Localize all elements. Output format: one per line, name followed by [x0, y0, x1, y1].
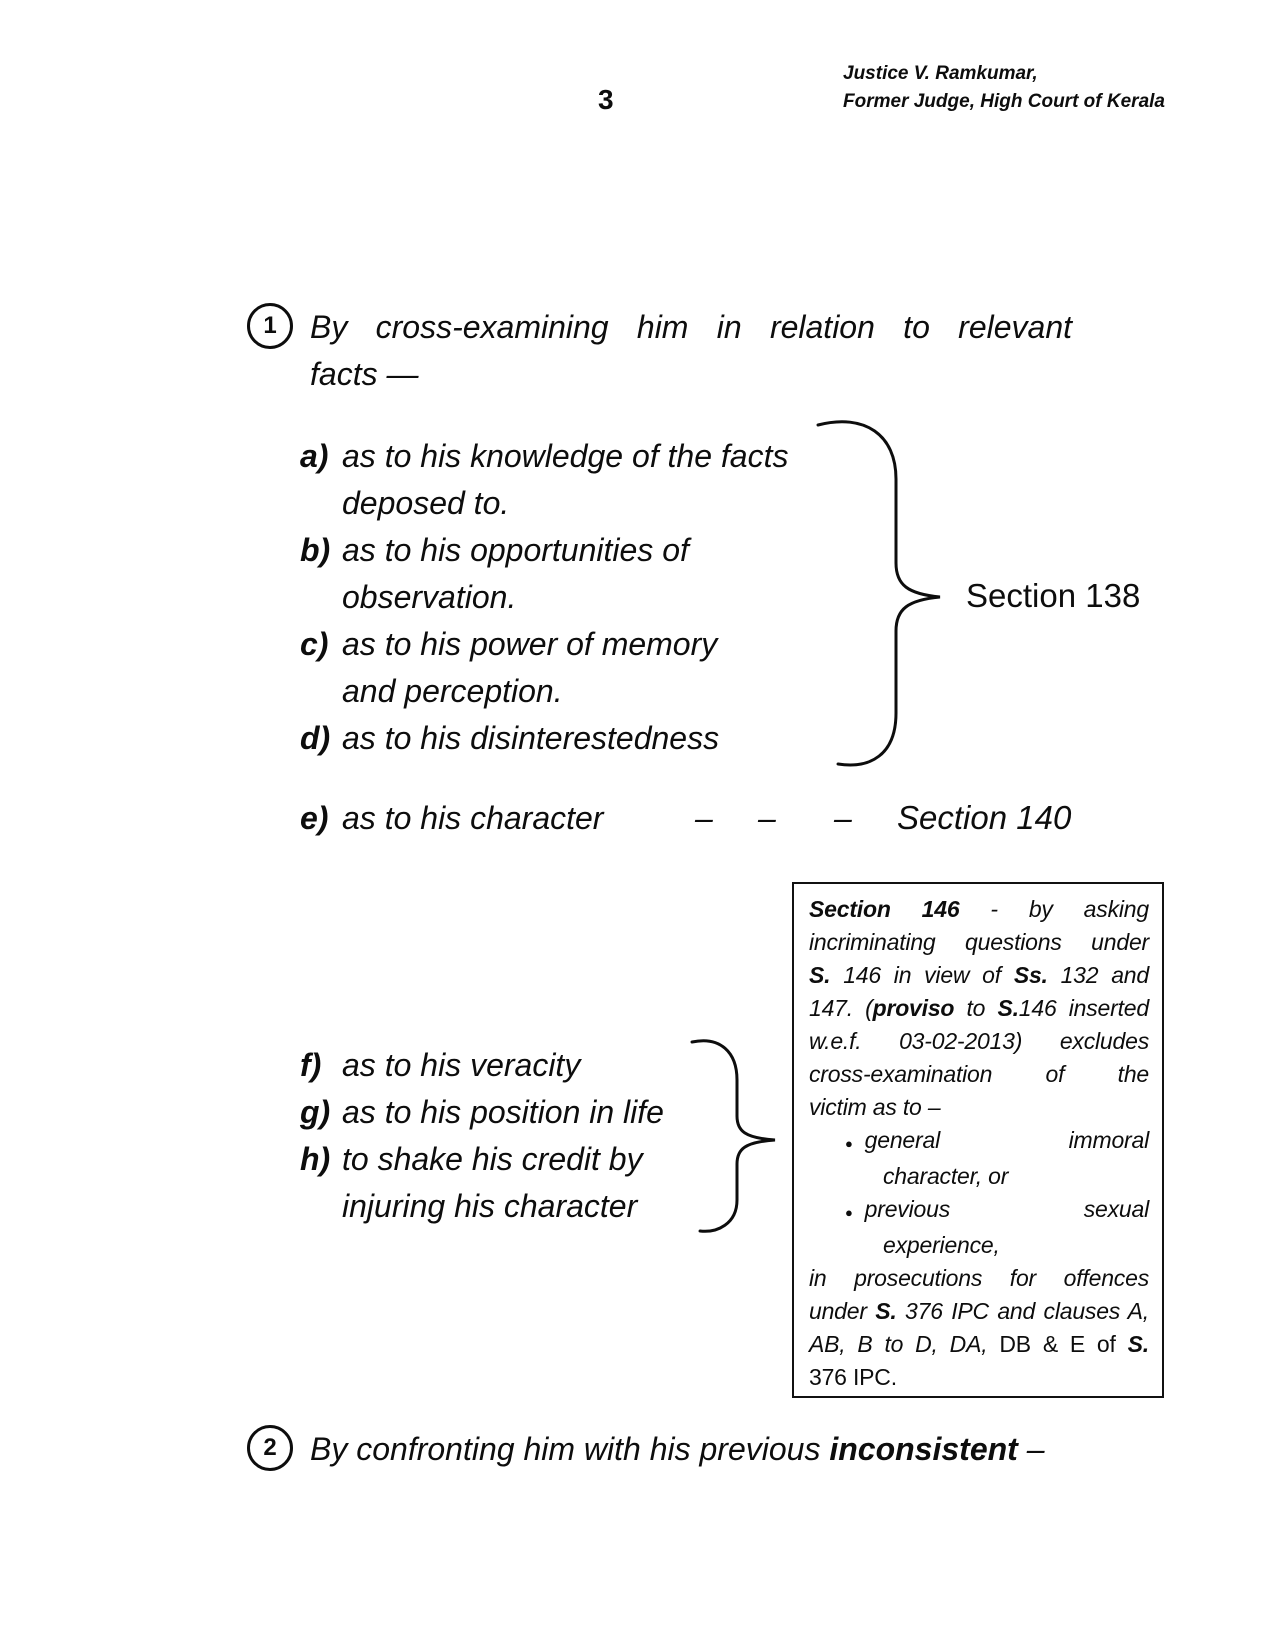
box-text: by asking: [1028, 896, 1149, 922]
item-g-text: as to his position in life: [342, 1094, 664, 1130]
box-text: experience,: [883, 1232, 1000, 1258]
header-author-block: [843, 60, 1165, 116]
box-text: Ss.: [1013, 962, 1048, 988]
box-bullet-2: [809, 1193, 1149, 1229]
box-line-3: [809, 959, 1149, 992]
item-b-label: b): [300, 532, 331, 568]
box-bullet-group: [845, 1193, 950, 1229]
box-text: of: [1045, 1061, 1065, 1087]
item-d-label: d): [300, 720, 331, 756]
box-text: cross-examination: [809, 1061, 993, 1087]
box-line-7: [809, 1091, 1149, 1124]
box-line-14: [809, 1328, 1149, 1361]
header-author-name: Justice V. Ramkumar,: [843, 63, 1038, 84]
section-140-label: Section 140: [897, 799, 1072, 836]
item-h-text-line2: injuring his character: [342, 1188, 638, 1224]
item2-text: [310, 1426, 1090, 1473]
box-text: 132 and: [1060, 962, 1149, 988]
item-d-text: as to his disinterestedness: [342, 720, 720, 756]
box-text: character, or: [883, 1163, 1009, 1189]
box-text: the: [1117, 1061, 1149, 1087]
item2-text-post: –: [1017, 1431, 1045, 1467]
box-line-9: [809, 1160, 1149, 1193]
box-text: 376 IPC.: [809, 1364, 897, 1390]
item-a-text: as to his knowledge of the facts: [342, 438, 789, 474]
box-text: S.: [1127, 1331, 1149, 1357]
item-b-text-line2: observation.: [342, 579, 517, 615]
item-c-text: as to his power of memory: [342, 626, 718, 662]
box-text: S.: [875, 1298, 897, 1324]
item-e-dash-1: –: [695, 800, 713, 836]
box-text: victim as to –: [809, 1094, 941, 1120]
box-text: 146 in view of: [843, 962, 1001, 988]
box-bullet-1: [809, 1124, 1149, 1160]
box-text: DB & E of: [999, 1331, 1116, 1357]
box-line-2: [809, 926, 1149, 959]
box-line-6: [809, 1058, 1149, 1091]
box-text: incriminating questions under: [809, 929, 1149, 955]
item-c-label: c): [300, 626, 329, 662]
item-a-label: a): [300, 438, 329, 474]
section-138-label: Section 138: [966, 577, 1141, 614]
box-text: excludes: [1059, 1028, 1149, 1054]
box-text: previous: [864, 1196, 950, 1222]
item1-line2: facts —: [310, 356, 419, 392]
box-text: under: [809, 1298, 867, 1324]
item-b-text: as to his opportunities of: [342, 532, 689, 568]
item-h-text: to shake his credit by: [342, 1141, 643, 1177]
page-number: 3: [598, 84, 614, 115]
item-f-text: as to his veracity: [342, 1047, 581, 1083]
item-a-text-line2: deposed to.: [342, 485, 510, 521]
item-f-label: f): [300, 1047, 322, 1083]
item-h-label: h): [300, 1141, 331, 1177]
box-text: S.: [809, 962, 831, 988]
item-e-dash-3: –: [834, 800, 852, 836]
curly-brace-section-146: [685, 1030, 785, 1242]
box-text: sexual: [1083, 1196, 1149, 1222]
item-e-label: e): [300, 800, 329, 836]
box-line-15: [809, 1361, 1149, 1394]
item-e-dash-2: –: [758, 800, 776, 836]
box-line-5: [809, 1025, 1149, 1058]
item2-text-bold: inconsistent: [829, 1431, 1018, 1467]
box-line-4: [809, 992, 1149, 1025]
box-text: to: [966, 995, 986, 1021]
box-text: proviso: [872, 995, 955, 1021]
item1-number-circle: [247, 303, 293, 349]
box-text: immoral: [1068, 1127, 1149, 1153]
box-line-11: [809, 1229, 1149, 1262]
box-line-1: [809, 893, 1149, 926]
item2-number-circle: [247, 1425, 293, 1471]
item-c-text-line2: and perception.: [342, 673, 563, 709]
header-author-title: Former Judge, High Court of Kerala: [843, 91, 1165, 112]
bullet-icon: ●: [845, 1136, 853, 1151]
item-e-text: as to his character: [342, 800, 604, 836]
box-text: w.e.f.: [809, 1028, 862, 1054]
box-bullet-group: [845, 1124, 940, 1160]
box-text: S.: [997, 995, 1019, 1021]
curly-brace-section-138: [810, 413, 960, 775]
box-text: in prosecutions for offences: [809, 1265, 1149, 1291]
box-text: 376 IPC and clauses A,: [905, 1298, 1149, 1324]
box-text: 147. (: [809, 995, 873, 1021]
box-text: 03-02-2013): [899, 1028, 1023, 1054]
box-line-13: [809, 1295, 1149, 1328]
item2-number: 2: [263, 1434, 277, 1461]
box-text: -: [990, 896, 998, 922]
bullet-icon: ●: [845, 1205, 853, 1220]
box-line-12: [809, 1262, 1149, 1295]
item-g-label: g): [300, 1094, 331, 1130]
section-146-note-box: [792, 882, 1164, 1398]
box-text: 146 inserted: [1018, 995, 1149, 1021]
box-text: general: [864, 1127, 940, 1153]
item1-number: 1: [263, 312, 277, 339]
item2-text-pre: By confronting him with his previous: [310, 1431, 830, 1467]
list-item-e: [0, 795, 1275, 842]
box-text: AB, B to D, DA,: [809, 1331, 988, 1357]
box-bold-section-146: Section 146: [809, 896, 960, 922]
item1-line1: By cross-examining him in relation to relevant: [310, 309, 1072, 345]
item1-text: [310, 304, 1072, 398]
